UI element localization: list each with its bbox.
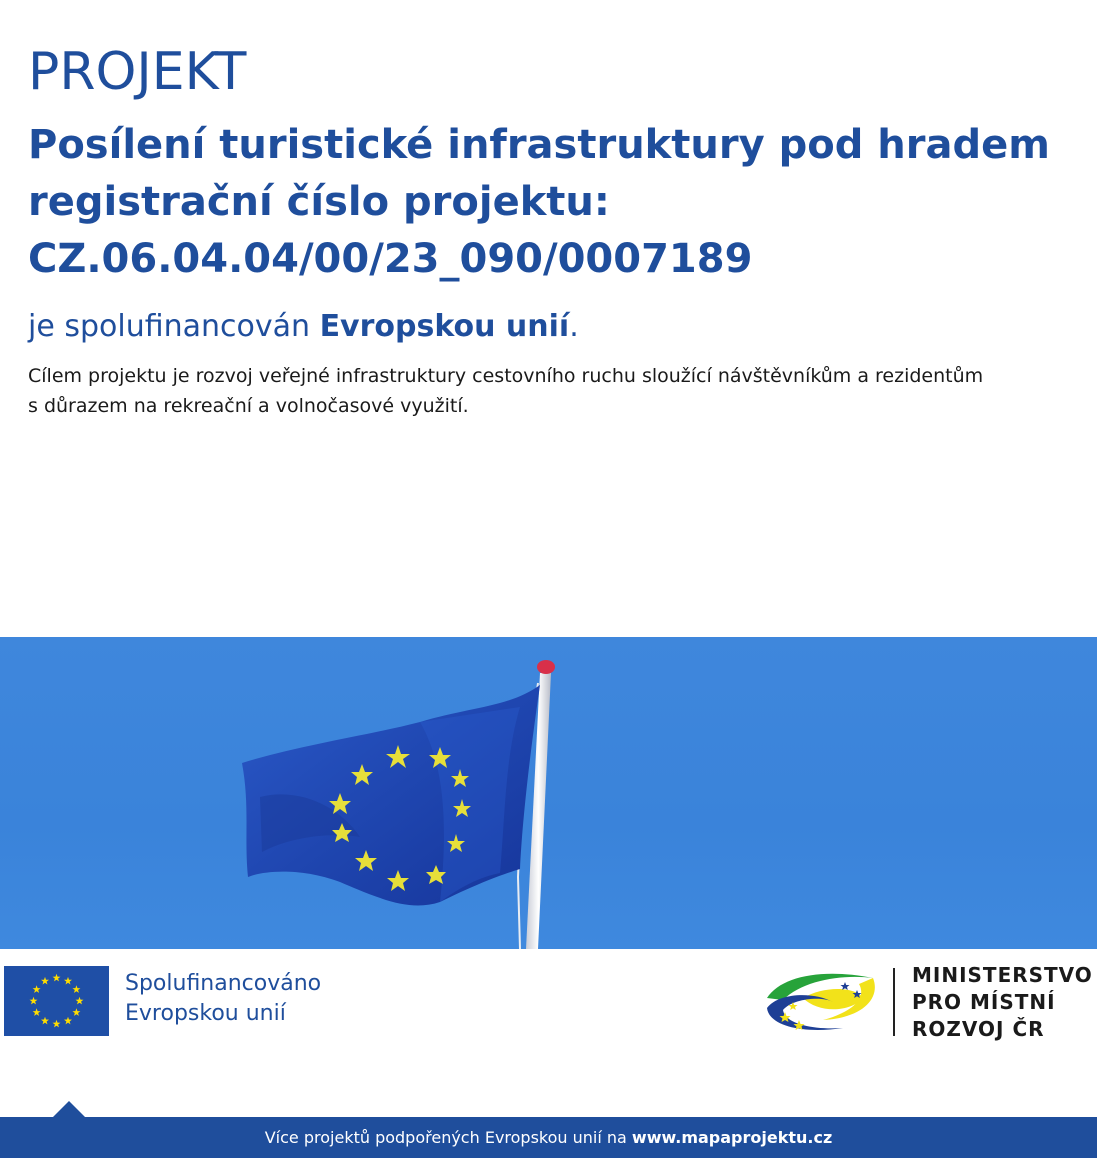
eu-star-icon [64, 1017, 72, 1025]
eu-star-icon [30, 997, 38, 1005]
eu-cofinanced-logo-text [125, 969, 321, 1029]
project-description [28, 361, 1068, 421]
project-title [28, 117, 1088, 288]
ministry-text-line-2: PRO MÍSTNÍ [912, 990, 1056, 1014]
eu-star-icon [76, 997, 84, 1005]
eu-star-icon [53, 974, 61, 982]
project-label: PROJEKT [28, 42, 247, 102]
footer-link[interactable]: www.mapaprojektu.cz [631, 1128, 833, 1147]
eu-star-icon [41, 977, 49, 985]
mmr-logo-graphic [763, 968, 878, 1036]
eu-text-line-2: Evropskou unií [125, 1001, 286, 1026]
title-line-registration-number: CZ.06.04.04/00/23_090/0007189 [28, 236, 753, 282]
eu-star-icon [64, 977, 72, 985]
title-line-name: Posílení turistické infrastruktury pod hradem [28, 122, 1050, 168]
logo-divider [893, 968, 895, 1036]
footer-text [0, 1117, 1097, 1158]
eu-text-line-1: Spolufinancováno [125, 971, 322, 996]
cofinanced-bold: Evropskou unií [319, 309, 570, 344]
cofinanced-prefix: je spolufinancován [28, 309, 320, 344]
eu-star-icon [41, 1017, 49, 1025]
cofinanced-statement [28, 305, 579, 349]
eu-star-icon [72, 1008, 80, 1016]
eu-star-icon [33, 1008, 41, 1016]
ministry-text-line-1: MINISTERSTVO [912, 963, 1093, 987]
description-line-2: s důrazem na rekreační a volnočasové využití. [28, 395, 469, 417]
eu-star-icon [72, 985, 80, 993]
eu-stars-circle [4, 966, 109, 1036]
eu-flag-on-pole-photo [0, 637, 1097, 949]
eu-flag-photo [0, 637, 1097, 949]
ministry-logo-text [912, 962, 1093, 1043]
eu-star-icon [33, 985, 41, 993]
eu-flag-icon [4, 966, 109, 1036]
cofinanced-suffix: . [569, 309, 579, 344]
description-line-1: Cílem projektu je rozvoj veřejné infrastruktury cestovního ruchu sloužící návštěvníkům a rezidentům [28, 365, 984, 387]
title-line-registration-label: registrační číslo projektu: [28, 179, 610, 225]
footer-notch [52, 1101, 86, 1118]
footer-prefix: Více projektů podpořených Evropskou unií na [264, 1128, 632, 1147]
ministry-text-line-3: ROZVOJ ČR [912, 1017, 1045, 1041]
mmr-logo-icon [763, 968, 878, 1036]
eu-star-icon [53, 1020, 61, 1028]
